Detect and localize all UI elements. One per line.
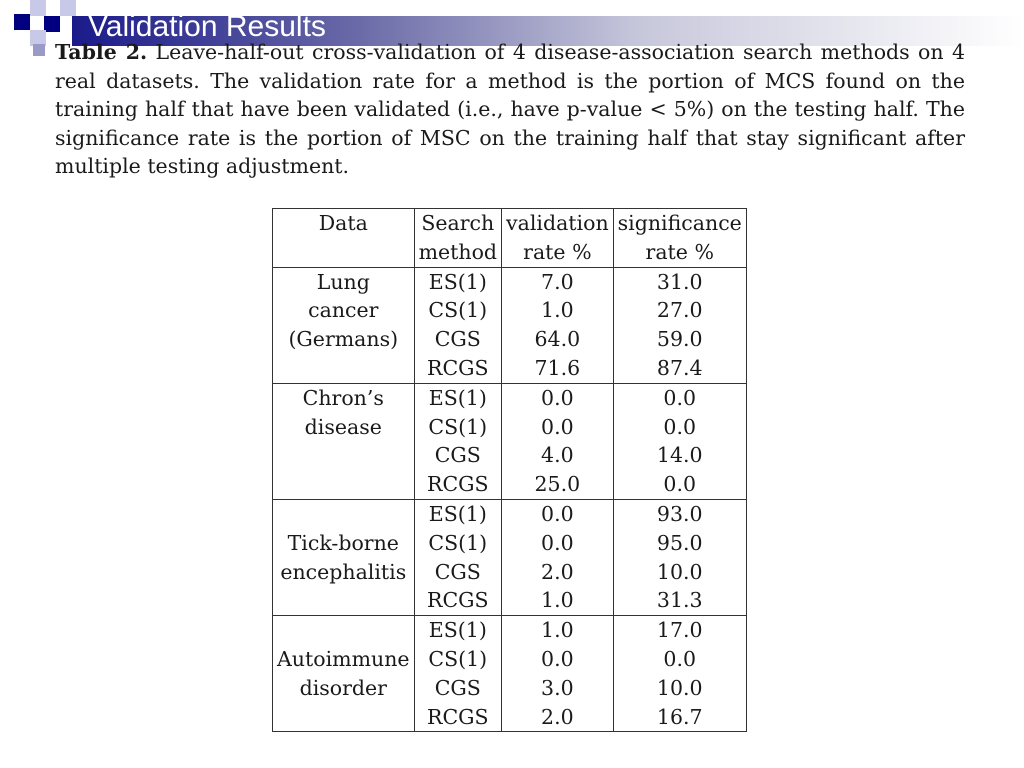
method-cell: CS(1) bbox=[414, 645, 501, 674]
dataset-name-cell bbox=[273, 616, 415, 645]
significance-rate-cell: 10.0 bbox=[613, 558, 746, 587]
significance-rate-cell: 14.0 bbox=[613, 441, 746, 470]
method-cell: CS(1) bbox=[414, 413, 501, 442]
caption-label: Table 2. bbox=[55, 40, 148, 64]
decorative-square bbox=[44, 16, 60, 32]
method-cell: RCGS bbox=[414, 586, 501, 615]
dataset-name-cell: disease bbox=[273, 413, 415, 442]
validation-rate-cell: 4.0 bbox=[502, 441, 614, 470]
decorative-square bbox=[14, 14, 30, 30]
method-cell: ES(1) bbox=[414, 267, 501, 296]
dataset-name-cell bbox=[273, 703, 415, 732]
validation-rate-cell: 25.0 bbox=[502, 470, 614, 499]
table-row bbox=[273, 499, 747, 528]
dataset-name-cell: Tick-borne bbox=[273, 529, 415, 558]
table-row bbox=[273, 645, 747, 674]
significance-rate-cell: 31.0 bbox=[613, 267, 746, 296]
results-table bbox=[272, 208, 747, 732]
method-cell: RCGS bbox=[414, 703, 501, 732]
method-cell: RCGS bbox=[414, 354, 501, 383]
table-row bbox=[273, 441, 747, 470]
significance-rate-cell: 95.0 bbox=[613, 529, 746, 558]
method-cell: RCGS bbox=[414, 470, 501, 499]
table-row bbox=[273, 674, 747, 703]
slide-title: Validation Results bbox=[88, 10, 326, 43]
table-row bbox=[273, 267, 747, 296]
significance-rate-cell: 31.3 bbox=[613, 586, 746, 615]
bullet-square-icon bbox=[33, 44, 45, 56]
significance-rate-cell: 0.0 bbox=[613, 645, 746, 674]
table-row bbox=[273, 529, 747, 558]
table-caption bbox=[55, 38, 965, 181]
header-significance-line1: significance bbox=[613, 209, 746, 238]
significance-rate-cell: 59.0 bbox=[613, 325, 746, 354]
method-cell: ES(1) bbox=[414, 383, 501, 412]
significance-rate-cell: 27.0 bbox=[613, 296, 746, 325]
significance-rate-cell: 93.0 bbox=[613, 499, 746, 528]
caption-text: Leave-half-out cross-validation of 4 disease-association search methods on 4 real datasets. The validation rate for a method is the portion of MCS found on the training half that have been validated (i.e., have p-value < 5%) on the testing half. The significance rate is the portion of MSC on the training half that stay significant after multiple testing adjustment. bbox=[55, 40, 965, 178]
method-cell: ES(1) bbox=[414, 616, 501, 645]
significance-rate-cell: 0.0 bbox=[613, 413, 746, 442]
table-row bbox=[273, 616, 747, 645]
table-row bbox=[273, 703, 747, 732]
header-method-line2: method bbox=[414, 238, 501, 267]
header-data: Data bbox=[273, 209, 415, 238]
method-cell: CGS bbox=[414, 674, 501, 703]
dataset-name-cell: encephalitis bbox=[273, 558, 415, 587]
table-row bbox=[273, 470, 747, 499]
table-row bbox=[273, 354, 747, 383]
validation-rate-cell: 7.0 bbox=[502, 267, 614, 296]
dataset-name-cell: Autoimmune bbox=[273, 645, 415, 674]
validation-rate-cell: 71.6 bbox=[502, 354, 614, 383]
significance-rate-cell: 16.7 bbox=[613, 703, 746, 732]
decorative-square bbox=[30, 0, 46, 16]
table-row bbox=[273, 325, 747, 354]
validation-rate-cell: 2.0 bbox=[502, 703, 614, 732]
dataset-name-cell: (Germans) bbox=[273, 325, 415, 354]
results-table-container bbox=[272, 208, 747, 732]
dataset-name-cell: cancer bbox=[273, 296, 415, 325]
validation-rate-cell: 1.0 bbox=[502, 586, 614, 615]
validation-rate-cell: 3.0 bbox=[502, 674, 614, 703]
validation-rate-cell: 0.0 bbox=[502, 499, 614, 528]
validation-rate-cell: 0.0 bbox=[502, 413, 614, 442]
header-validation-line2: rate % bbox=[502, 238, 614, 267]
table-row bbox=[273, 413, 747, 442]
dataset-name-cell bbox=[273, 354, 415, 383]
significance-rate-cell: 10.0 bbox=[613, 674, 746, 703]
significance-rate-cell: 17.0 bbox=[613, 616, 746, 645]
dataset-name-cell: Lung bbox=[273, 267, 415, 296]
dataset-name-cell bbox=[273, 441, 415, 470]
table-header-row bbox=[273, 209, 747, 238]
validation-rate-cell: 0.0 bbox=[502, 383, 614, 412]
method-cell: CGS bbox=[414, 441, 501, 470]
method-cell: CGS bbox=[414, 558, 501, 587]
dataset-name-cell bbox=[273, 499, 415, 528]
dataset-name-cell: Chron’s bbox=[273, 383, 415, 412]
header-validation-line1: validation bbox=[502, 209, 614, 238]
dataset-name-cell bbox=[273, 470, 415, 499]
dataset-name-cell: disorder bbox=[273, 674, 415, 703]
table-row bbox=[273, 558, 747, 587]
method-cell: CGS bbox=[414, 325, 501, 354]
table-row bbox=[273, 586, 747, 615]
decorative-square bbox=[60, 0, 76, 16]
significance-rate-cell: 0.0 bbox=[613, 470, 746, 499]
validation-rate-cell: 1.0 bbox=[502, 296, 614, 325]
dataset-name-cell bbox=[273, 586, 415, 615]
validation-rate-cell: 64.0 bbox=[502, 325, 614, 354]
table-row bbox=[273, 383, 747, 412]
header-data-blank bbox=[273, 238, 415, 267]
header-method-line1: Search bbox=[414, 209, 501, 238]
significance-rate-cell: 0.0 bbox=[613, 383, 746, 412]
table-row bbox=[273, 296, 747, 325]
validation-rate-cell: 0.0 bbox=[502, 645, 614, 674]
table-header-row bbox=[273, 238, 747, 267]
validation-rate-cell: 1.0 bbox=[502, 616, 614, 645]
validation-rate-cell: 2.0 bbox=[502, 558, 614, 587]
method-cell: CS(1) bbox=[414, 296, 501, 325]
validation-rate-cell: 0.0 bbox=[502, 529, 614, 558]
header-significance-line2: rate % bbox=[613, 238, 746, 267]
method-cell: ES(1) bbox=[414, 499, 501, 528]
significance-rate-cell: 87.4 bbox=[613, 354, 746, 383]
method-cell: CS(1) bbox=[414, 529, 501, 558]
